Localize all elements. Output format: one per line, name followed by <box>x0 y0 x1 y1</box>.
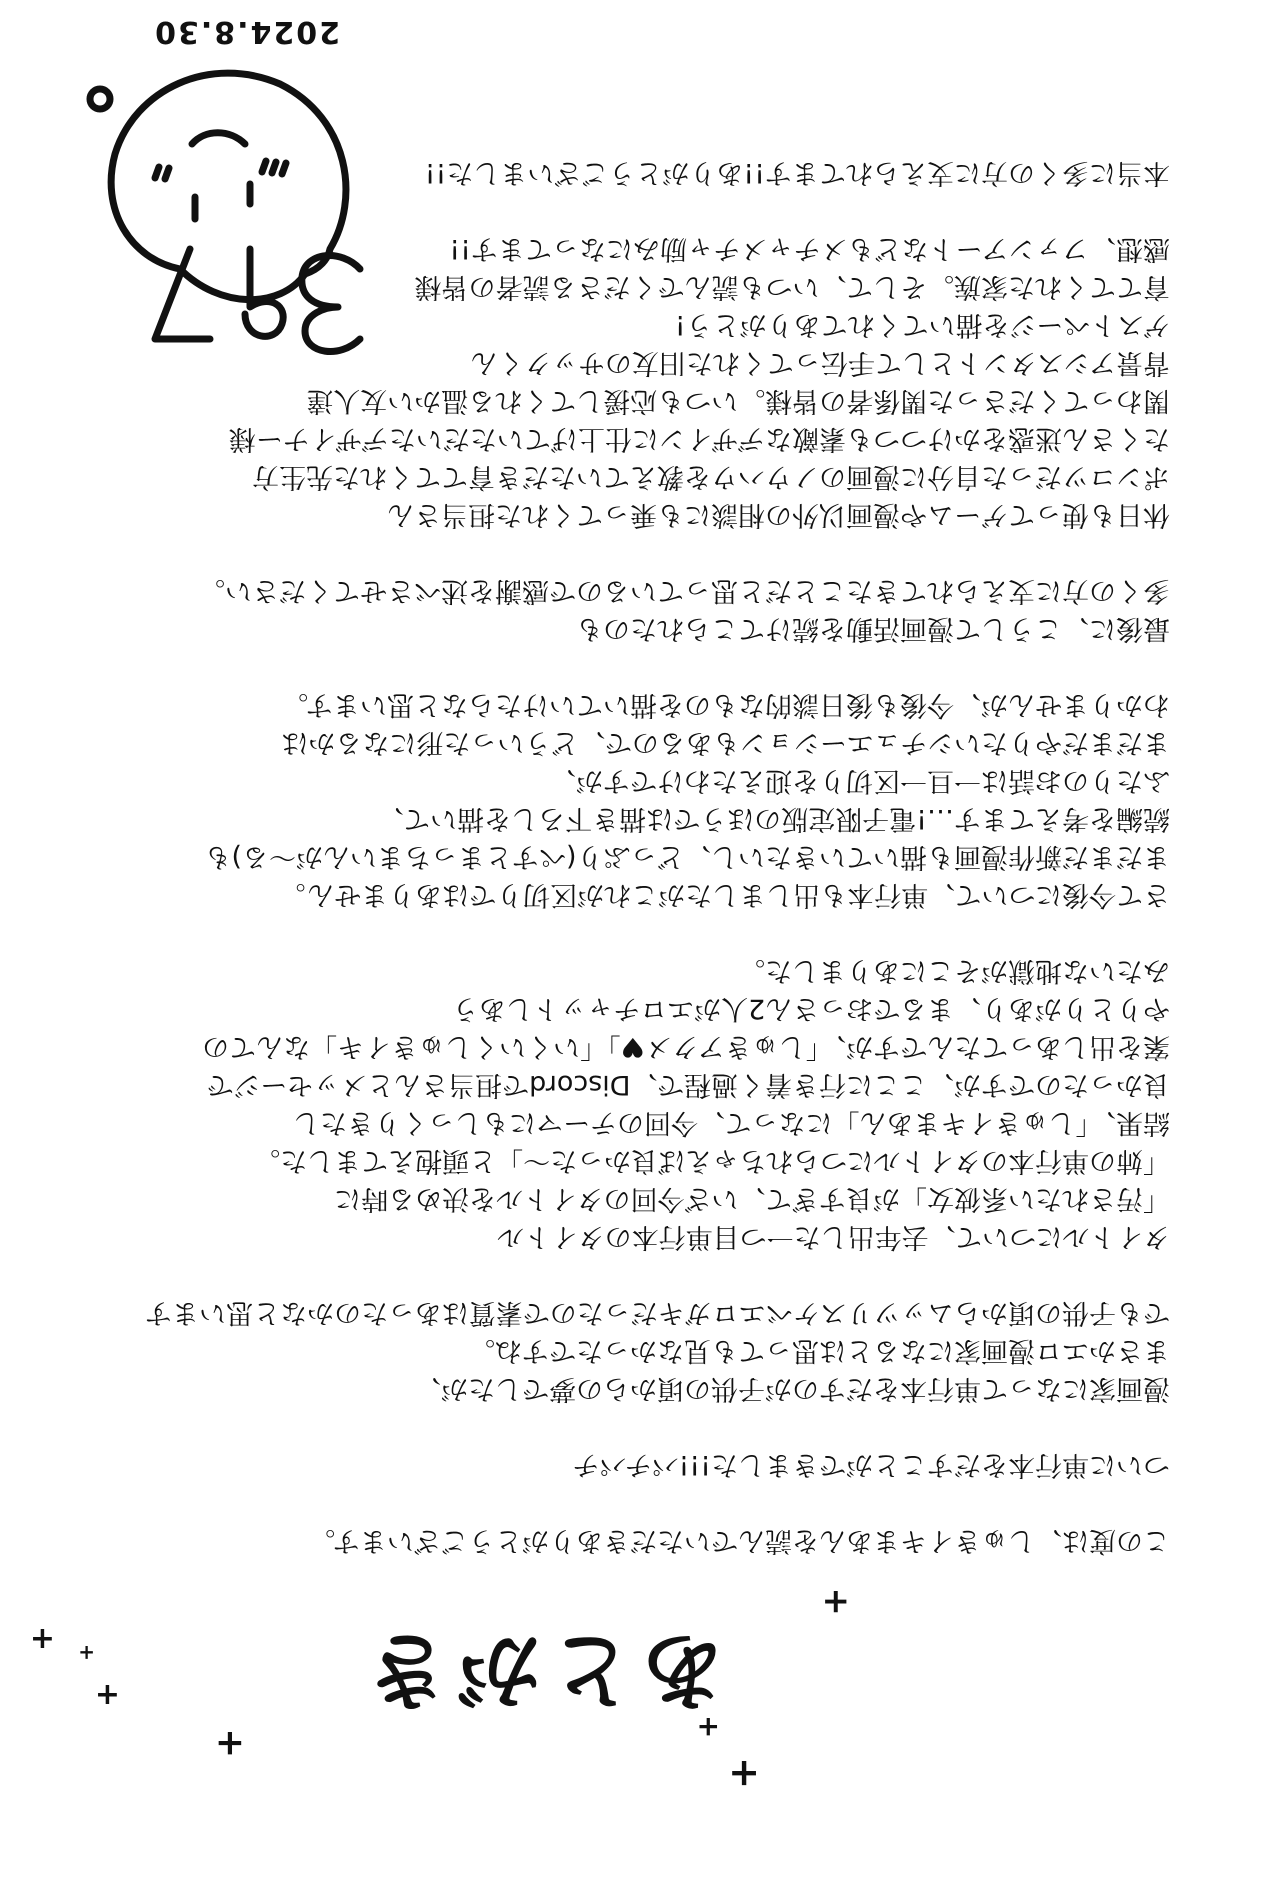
text-line: さて今後について、単行本も出しましたがこれが区切りではありません。 <box>278 879 1170 910</box>
text-line: まだまだ新作漫画も描いていきたいし、どっぷり(ぺすとまっちまいんが〜る)も <box>204 841 1170 872</box>
text-line: 背景アシスタントとして手伝ってくれた旧友のサックくん <box>470 347 1170 378</box>
text-line: 漫画家になって単行本をだすのが子供の頃からの夢でしたが、 <box>414 1373 1170 1404</box>
text-line: やりとりがあり、まるでおっさん2人がエロチャットしあう <box>451 993 1170 1024</box>
text-line: ゲストページを描いてくれてありがとう! <box>674 309 1170 340</box>
text-line: 本当に多くの方に支えられてます!!ありがとうございました!! <box>424 157 1170 188</box>
sparkle-icon: + <box>94 1677 120 1712</box>
author-signature <box>60 49 400 369</box>
text-line: 感想、ファンアートなどもメチャメチャ励みになってます!! <box>449 233 1170 264</box>
text-line: 案を出しあってたんですが、「しゅきアクメ♥」「いくいくしゅきイキ」なんての <box>202 1031 1170 1062</box>
sparkle-icon: + <box>78 1641 95 1665</box>
text-line: 育ててくれた家族。そして、いつも読んでくださる読者の皆様 <box>414 271 1170 302</box>
text-line: 最後に、こうして漫画活動を続けてこられたのも <box>576 613 1170 644</box>
paragraph <box>90 1521 1170 1559</box>
text-line: 続編を考えてます…!電子限定版のほうでは描き下ろしを描いて、 <box>376 803 1170 834</box>
paragraph <box>90 571 1170 647</box>
text-line: 多くの方に支えられてきたことだと思っているので感謝を述べさせてください。 <box>198 575 1170 606</box>
text-line: 良かったのですが、ここに行き着く過程で、Discordで担当さんとメッセージで <box>206 1069 1170 1100</box>
text-line: みたいな地獄がそこにありました。 <box>738 955 1170 986</box>
text-line: 関わってくださった関係者の皆様。いつも応援してくれる温かい友人達 <box>306 385 1170 416</box>
text-line: まだまだやりたいシチュエーションもあるので、どういった形になるかは <box>281 727 1170 758</box>
text-line: 「姉の単行本のタイトルにつられちゃえば良かった〜」と頭抱えてました。 <box>253 1145 1170 1176</box>
text-line: たくさん迷惑をかけつつも素敵なデザインに仕上げていただいたデザイナー様 <box>228 423 1170 454</box>
paragraph <box>90 951 1170 1255</box>
text-line: ポンコツだった自分に漫画のノウハウを教えていただき育ててくれた先生方 <box>252 461 1170 492</box>
sparkle-icon: + <box>696 1711 720 1744</box>
afterword-title: あとがき <box>356 1621 725 1719</box>
text-line: わかりませんが、今後も後日談的なものを描いていけたらなと思います。 <box>281 689 1170 720</box>
sparkle-icon: + <box>728 1752 760 1796</box>
paragraph <box>90 685 1170 913</box>
text-line: でも子供の頃からムッツリスケベエロガキだったので素質はあったのかなと思います <box>145 1297 1170 1328</box>
sparkle-icon: + <box>821 1582 850 1622</box>
paragraph <box>90 1445 1170 1483</box>
text-line: ふたりのお話は一旦一区切りを迎えたわけですが、 <box>549 765 1170 796</box>
sparkle-icon: + <box>29 1621 55 1656</box>
paragraph <box>90 1293 1170 1407</box>
signature-date: 2024.8.30 <box>153 14 340 49</box>
text-line: ついに単行本をだすことができました!!!パチパチ <box>572 1449 1170 1480</box>
text-line: タイトルについて、去年出した一つ目単行本のタイトル <box>497 1221 1170 1252</box>
sparkle-icon: + <box>214 1723 245 1764</box>
text-line: 「汚されたい系彼女」が良すぎて、いざ今回のタイトルを決める時に <box>334 1183 1170 1214</box>
text-line: 結果、「しゅきイキまあん」になって、今回のテーマにもしっくりきたし <box>293 1107 1170 1138</box>
signature-text: 397 <box>398 368 400 369</box>
text-line: 休日も使ってゲームや漫画以外の相談にも乗ってくれた担当さん <box>387 499 1170 530</box>
text-line: この度は、しゅきイキまあんを読んでいただきありがとうございます。 <box>308 1525 1170 1556</box>
text-line: まさかエロ漫画家になるとは思っても見なかったですね。 <box>468 1335 1170 1366</box>
